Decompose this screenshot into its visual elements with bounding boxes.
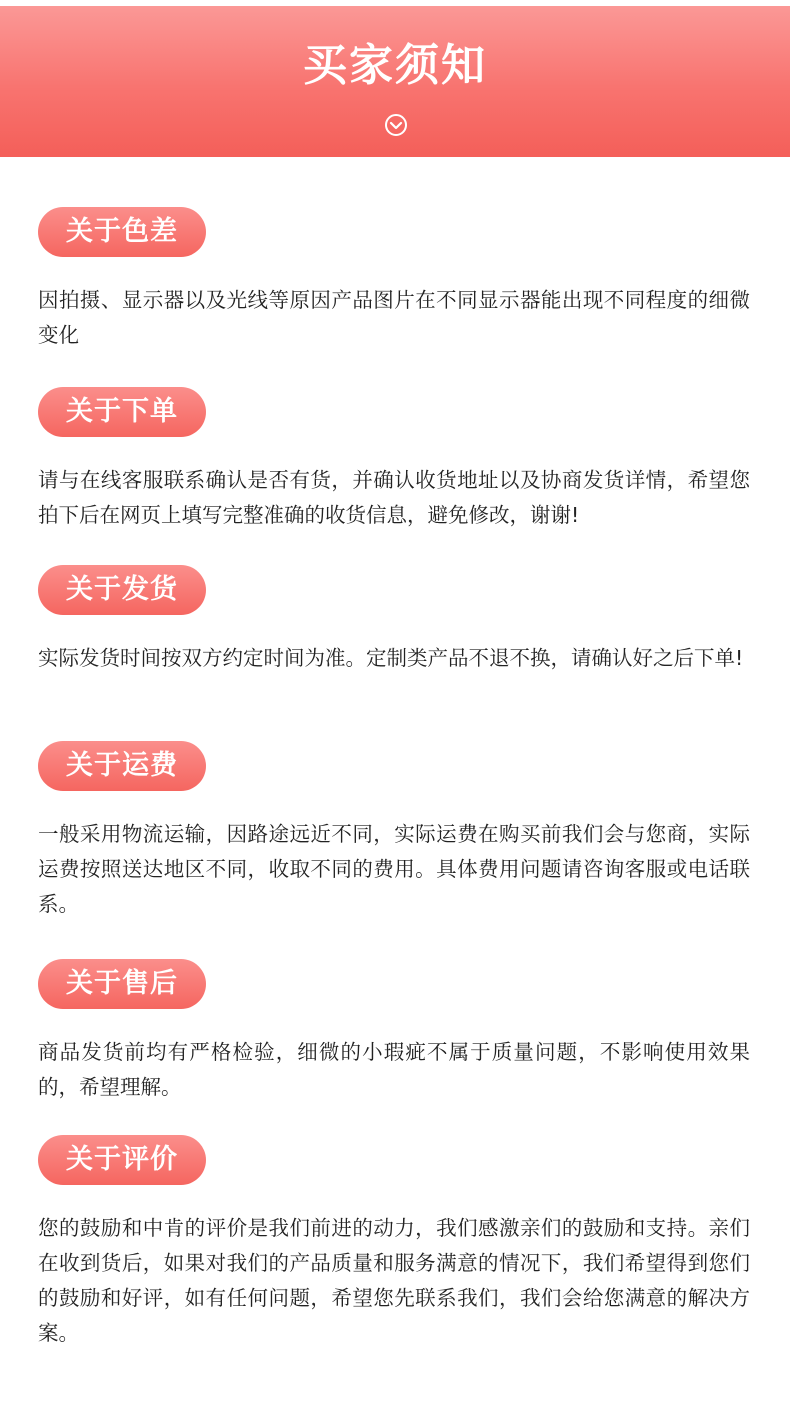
section-title-badge: 关于评价 <box>38 1135 206 1185</box>
section-title-badge: 关于运费 <box>38 741 206 791</box>
section-shipping <box>38 565 750 676</box>
section-title-badge: 关于售后 <box>38 959 206 1009</box>
section-title-badge: 关于色差 <box>38 207 206 257</box>
section-body-text: 请与在线客服联系确认是否有货，并确认收货地址以及协商发货详情，希望您拍下后在网页上填写完整准确的收货信息，避免修改，谢谢! <box>38 468 750 527</box>
page-title: 买家须知 <box>303 40 487 91</box>
section-title-badge: 关于发货 <box>38 565 206 615</box>
section-after-sales <box>38 959 750 1105</box>
section-color-difference <box>38 207 750 353</box>
section-ordering <box>38 387 750 533</box>
section-freight <box>38 741 750 922</box>
chevron-down-circle-icon <box>384 113 408 137</box>
section-title-badge: 关于下单 <box>38 387 206 437</box>
header-banner <box>0 6 790 157</box>
section-body-text: 您的鼓励和中肯的评价是我们前进的动力，我们感激亲们的鼓励和支持。亲们在收到货后，如果对我们的产品质量和服务满意的情况下，我们希望得到您们的鼓励和好评，如有任何问题，希望您先联系我们，我们会给您满意的解决方案。 <box>38 1216 750 1345</box>
section-reviews <box>38 1135 750 1351</box>
section-body-text: 因拍摄、显示器以及光线等原因产品图片在不同显示器能出现不同程度的细微变化 <box>38 288 750 347</box>
section-body-text: 商品发货前均有严格检验，细微的小瑕疵不属于质量问题，不影响使用效果的，希望理解。 <box>38 1040 750 1099</box>
section-body-text: 一般采用物流运输，因路途远近不同，实际运费在购买前我们会与您商，实际运费按照送达地区不同，收取不同的费用。具体费用问题请咨询客服或电话联系。 <box>38 822 750 916</box>
section-body-text: 实际发货时间按双方约定时间为准。定制类产品不退不换，请确认好之后下单! <box>38 646 744 670</box>
